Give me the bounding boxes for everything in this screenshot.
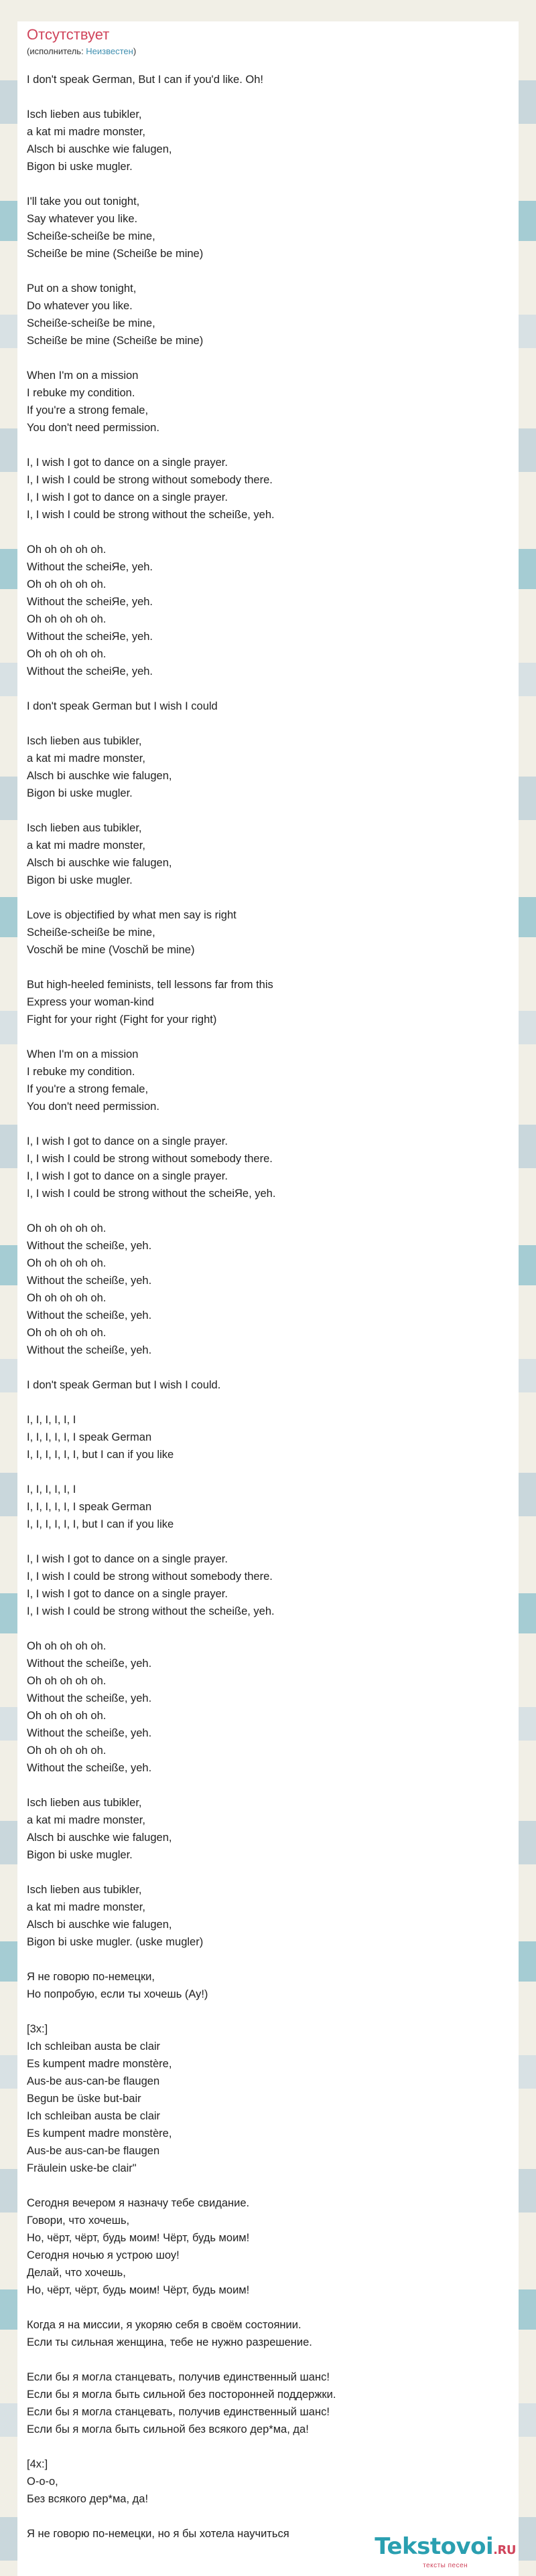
lyric-line: Fräulein uske-be clair" <box>27 2162 137 2174</box>
lyric-line: I, I, I, I, I, I speak German <box>27 1501 152 1513</box>
song-header <box>17 21 519 58</box>
lyrics-body <box>17 58 519 2543</box>
lyric-line: When I'm on a mission <box>27 1048 139 1060</box>
lyrics-stanza <box>27 1794 509 1864</box>
logo-wordmark <box>375 2534 516 2563</box>
lyric-line: Oh oh oh oh oh. <box>27 1675 107 1687</box>
lyric-line: Если бы я могла станцевать, получив единственный шанс! <box>27 2371 330 2383</box>
lyric-line: Isch lieben aus tubikler, <box>27 1797 142 1809</box>
lyric-line: I, I wish I got to dance on a single prayer. <box>27 1170 228 1182</box>
lyric-line: Oh oh oh oh oh. <box>27 1222 107 1234</box>
lyric-line: Isch lieben aus tubikler, <box>27 735 142 747</box>
logo-main-text: Tekstovoi <box>375 2533 494 2560</box>
lyrics-stanza <box>27 1637 509 1777</box>
lyrics-stanza <box>27 1968 509 2003</box>
lyric-line: Ich schleiban austa be clair <box>27 2110 161 2122</box>
lyric-line: Without the scheiЯe, yeh. <box>27 665 153 677</box>
lyric-line: Without the scheiße, yeh. <box>27 1344 152 1356</box>
lyric-line: Fight for your right (Fight for your right) <box>27 1014 217 1026</box>
lyrics-stanza <box>27 976 509 1028</box>
lyric-line: Alsch bi auschke wie falugen, <box>27 143 172 155</box>
lyrics-stanza <box>27 1881 509 1951</box>
lyric-line: When I'm on a mission <box>27 370 139 382</box>
artist-prefix: (исполнитель: <box>27 46 86 56</box>
lyric-line: Begun be üske but-bair <box>27 2093 141 2105</box>
lyric-line: Oh oh oh oh oh. <box>27 1745 107 1757</box>
lyrics-stanza <box>27 698 509 715</box>
lyric-line: Oh oh oh oh oh. <box>27 578 107 590</box>
lyric-line: Oh oh oh oh oh. <box>27 648 107 660</box>
lyric-line: Scheiße-scheiße be mine, <box>27 927 155 939</box>
lyric-line: Но, чёрт, чёрт, будь моим! Чёрт, будь моим! <box>27 2232 250 2244</box>
logo-tld: .RU <box>493 2543 516 2557</box>
lyric-line: Es kumpent madre monstère, <box>27 2058 172 2070</box>
site-logo[interactable] <box>375 2534 516 2569</box>
lyric-line: I, I wish I could be strong without the scheiße, yeh. <box>27 509 275 521</box>
lyric-line: Сегодня вечером я назначу тебе свидание. <box>27 2197 250 2209</box>
lyric-line: Но попробую, если ты хочешь (Ay!) <box>27 1988 208 2000</box>
lyrics-stanza <box>27 541 509 680</box>
lyrics-stanza <box>27 367 509 436</box>
lyrics-stanza <box>27 193 509 262</box>
lyric-line: I, I, I, I, I, I, but I can if you like <box>27 1449 174 1461</box>
lyric-line: Without the scheiЯe, yeh. <box>27 631 153 643</box>
lyric-line: I'll take you out tonight, <box>27 195 140 208</box>
lyric-line: a kat mi madre monster, <box>27 839 145 852</box>
lyric-line: I rebuke my condition. <box>27 387 135 399</box>
lyric-line: Сегодня ночью я устрою шоу! <box>27 2249 180 2261</box>
lyrics-stanza <box>27 280 509 349</box>
lyric-line: I rebuke my condition. <box>27 1066 135 1078</box>
lyric-line: Aus-be aus-can-be flaugen <box>27 2145 160 2157</box>
lyrics-stanza <box>27 2368 509 2438</box>
lyric-line: I, I wish I got to dance on a single prayer. <box>27 1553 228 1565</box>
lyrics-stanza <box>27 2020 509 2177</box>
lyric-line: If you're a strong female, <box>27 404 149 416</box>
lyric-line: Ich schleiban austa be clair <box>27 2040 161 2052</box>
lyric-line: Alsch bi auschke wie falugen, <box>27 857 172 869</box>
lyric-line: Если бы я могла быть сильной без всякого дер*ма, да! <box>27 2423 309 2435</box>
lyric-line: Oh oh oh oh oh. <box>27 544 107 556</box>
lyric-line: Oh oh oh oh oh. <box>27 1327 107 1339</box>
lyric-line: You don't need permission. <box>27 422 159 434</box>
lyric-line: If you're a strong female, <box>27 1083 149 1095</box>
lyric-line: Oh oh oh oh oh. <box>27 1640 107 1652</box>
lyric-line: You don't need permission. <box>27 1101 159 1113</box>
lyric-line: a kat mi madre monster, <box>27 1814 145 1826</box>
lyric-line: Scheiße-scheiße be mine, <box>27 230 155 242</box>
lyrics-stanza <box>27 2316 509 2351</box>
lyric-line: a kat mi madre monster, <box>27 752 145 764</box>
lyric-line: I, I wish I could be strong without the scheiße, yeh. <box>27 1605 275 1617</box>
lyric-line: Oh oh oh oh oh. <box>27 1710 107 1722</box>
lyric-line: Without the scheiße, yeh. <box>27 1692 152 1704</box>
lyric-line: Isch lieben aus tubikler, <box>27 822 142 834</box>
lyrics-stanza <box>27 1133 509 1202</box>
lyric-line: I don't speak German but I wish I could <box>27 700 218 712</box>
lyric-line: I, I, I, I, I, I, but I can if you like <box>27 1518 174 1530</box>
lyric-line: Oh oh oh oh oh. <box>27 1292 107 1304</box>
lyric-line: I, I wish I got to dance on a single prayer. <box>27 1135 228 1147</box>
lyric-line: Scheiße be mine (Scheiße be mine) <box>27 335 204 347</box>
lyric-line: Do whatever you like. <box>27 300 133 312</box>
lyric-line: a kat mi madre monster, <box>27 126 145 138</box>
lyrics-stanza <box>27 1550 509 1620</box>
lyric-line: Without the scheiЯe, yeh. <box>27 596 153 608</box>
song-title: Отсутствует <box>27 26 110 43</box>
lyric-line: Without the scheiße, yeh. <box>27 1658 152 1670</box>
lyric-line: I don't speak German but I wish I could. <box>27 1379 221 1391</box>
lyric-line: Bigon bi uske mugler. (uske mugler) <box>27 1936 204 1948</box>
lyric-line: I don't speak German, But I can if you'd like. Oh! <box>27 74 263 86</box>
lyric-line: О-о-о, <box>27 2476 58 2488</box>
lyrics-stanza <box>27 1481 509 1533</box>
lyric-line: Aus-be aus-can-be flaugen <box>27 2075 160 2087</box>
artist-link[interactable]: Неизвестен <box>86 46 133 56</box>
lyrics-stanza <box>27 1220 509 1359</box>
lyric-line: Love is objectified by what men say is right <box>27 909 237 921</box>
lyric-line: Alsch bi auschke wie falugen, <box>27 770 172 782</box>
lyrics-stanza <box>27 106 509 175</box>
artist-suffix: ) <box>133 46 137 56</box>
lyric-line: I, I, I, I, I, I <box>27 1483 76 1496</box>
lyric-line: [3x:] <box>27 2023 48 2035</box>
lyric-line: Если бы я могла быть сильной без посторонней поддержки. <box>27 2389 336 2401</box>
lyric-line: Alsch bi auschke wie falugen, <box>27 1832 172 1844</box>
lyrics-stanza <box>27 906 509 959</box>
lyric-line: Oh oh oh oh oh. <box>27 613 107 625</box>
lyric-line: I, I wish I could be strong without somebody there. <box>27 474 273 486</box>
lyric-line: Alsch bi auschke wie falugen, <box>27 1919 172 1931</box>
lyric-line: Without the scheiße, yeh. <box>27 1762 152 1774</box>
lyric-line: Делай, что хочешь, <box>27 2267 126 2279</box>
lyric-line: Without the scheiße, yeh. <box>27 1727 152 1739</box>
lyric-line: Say whatever you like. <box>27 213 138 225</box>
lyric-line: Bigon bi uske mugler. <box>27 161 133 173</box>
lyrics-stanza <box>27 2456 509 2508</box>
lyric-line: Isch lieben aus tubikler, <box>27 1884 142 1896</box>
lyric-line: I, I wish I could be strong without the scheiЯe, yeh. <box>27 1188 276 1200</box>
logo-tagline: тексты песен <box>423 2562 468 2569</box>
lyric-line: I, I, I, I, I, I <box>27 1414 76 1426</box>
lyric-line: I, I, I, I, I, I speak German <box>27 1431 152 1443</box>
lyrics-stanza <box>27 2194 509 2299</box>
lyric-line: Without the scheiße, yeh. <box>27 1275 152 1287</box>
artist-line <box>27 46 509 58</box>
lyric-line: I, I wish I could be strong without somebody there. <box>27 1153 273 1165</box>
lyric-line: I, I wish I could be strong without somebody there. <box>27 1571 273 1583</box>
lyric-line: Express your woman-kind <box>27 996 154 1008</box>
lyric-line: Isch lieben aus tubikler, <box>27 108 142 120</box>
lyric-line: I, I wish I got to dance on a single prayer. <box>27 457 228 469</box>
lyric-line: Если бы я могла станцевать, получив единственный шанс! <box>27 2406 330 2418</box>
lyric-line: Without the scheiße, yeh. <box>27 1240 152 1252</box>
lyrics-stanza <box>27 819 509 889</box>
lyrics-stanza <box>27 1411 509 1463</box>
lyrics-stanza <box>27 454 509 524</box>
lyric-line: Я не говорю по-немецки, но я бы хотела научиться <box>27 2528 289 2540</box>
lyric-line: Without the scheiße, yeh. <box>27 1309 152 1321</box>
lyrics-stanza <box>27 71 509 88</box>
lyric-line: Bigon bi uske mugler. <box>27 874 133 886</box>
lyric-line: But high-heeled feminists, tell lessons far from this <box>27 979 273 991</box>
lyric-line: Говори, что хочешь, <box>27 2215 130 2227</box>
lyric-line: Without the scheiЯe, yeh. <box>27 561 153 573</box>
lyric-line: Scheiße-scheiße be mine, <box>27 317 155 329</box>
lyric-line: Es kumpent madre monstère, <box>27 2127 172 2140</box>
lyric-line: Oh oh oh oh oh. <box>27 1257 107 1269</box>
lyrics-stanza <box>27 1376 509 1394</box>
lyric-line: Я не говорю по-немецки, <box>27 1971 155 1983</box>
lyrics-stanza <box>27 732 509 802</box>
lyric-line: Bigon bi uske mugler. <box>27 1849 133 1861</box>
lyric-line: Put on a show tonight, <box>27 283 137 295</box>
lyric-line: Но, чёрт, чёрт, будь моим! Чёрт, будь моим! <box>27 2284 250 2296</box>
lyric-line: Voschй be mine (Voschй be mine) <box>27 944 195 956</box>
lyric-line: Без всякого дер*ма, да! <box>27 2493 149 2505</box>
lyric-line: a kat mi madre monster, <box>27 1901 145 1913</box>
lyric-line: I, I wish I got to dance on a single prayer. <box>27 1588 228 1600</box>
lyric-line: Если ты сильная женщина, тебе не нужно разрешение. <box>27 2336 312 2348</box>
lyrics-card <box>17 21 519 2576</box>
lyric-line: Bigon bi uske mugler. <box>27 787 133 799</box>
lyrics-stanza <box>27 1046 509 1115</box>
lyric-line: I, I wish I got to dance on a single prayer. <box>27 491 228 503</box>
lyric-line: [4x:] <box>27 2458 48 2470</box>
lyric-line: Когда я на миссии, я укоряю себя в своём состоянии. <box>27 2319 302 2331</box>
lyric-line: Scheiße be mine (Scheiße be mine) <box>27 248 204 260</box>
